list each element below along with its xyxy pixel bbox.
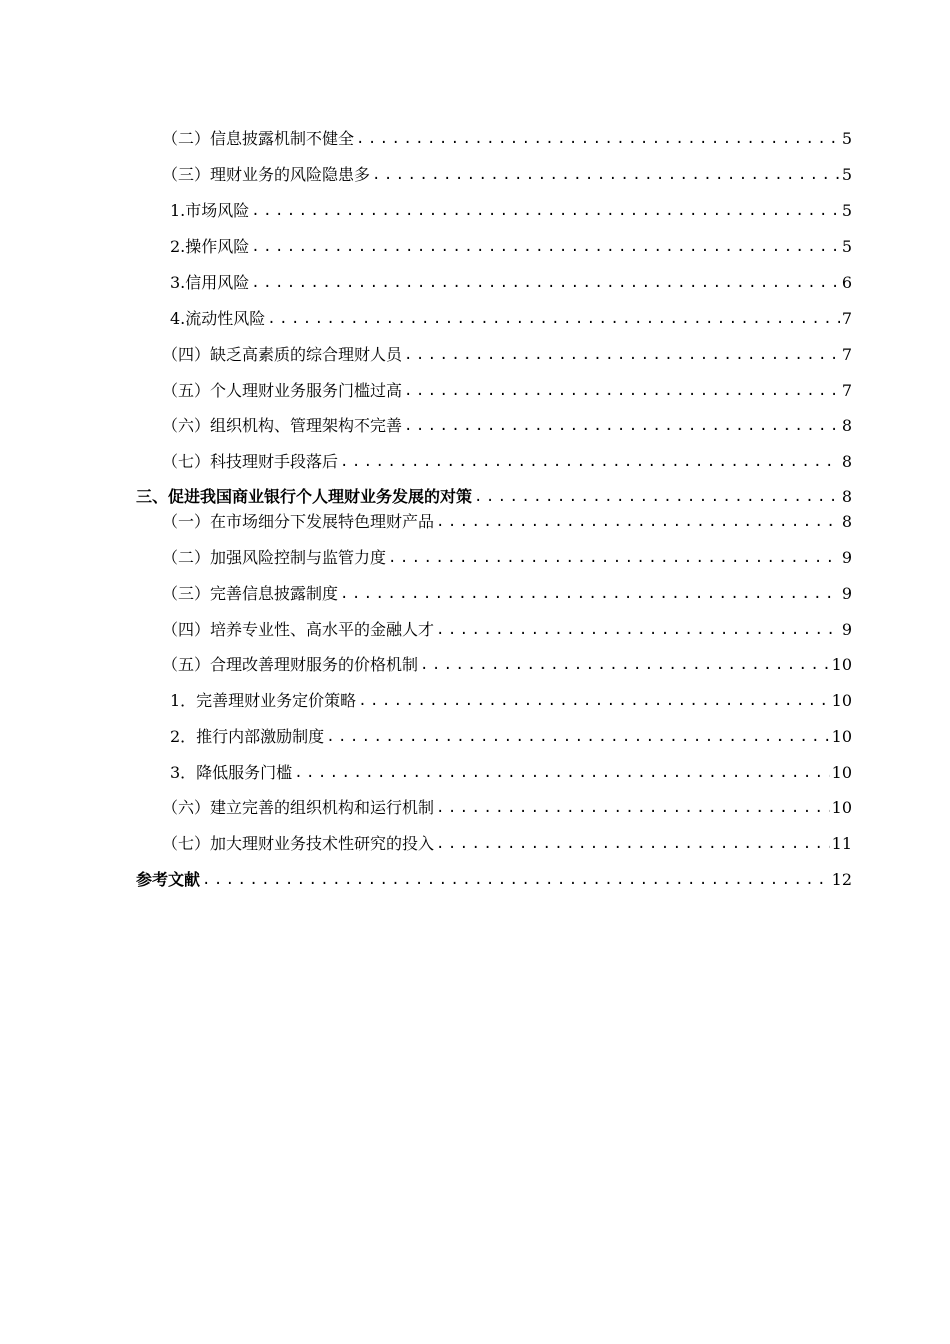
toc-entry[interactable] [162, 650, 852, 676]
dot-leader [251, 200, 840, 222]
toc-page-number: 9 [841, 584, 852, 603]
toc-page-number: 8 [841, 416, 852, 435]
toc-page-number: 7 [841, 345, 852, 364]
toc-entry[interactable] [170, 686, 852, 712]
toc-entry[interactable] [170, 196, 852, 222]
dot-leader [420, 654, 830, 676]
toc-entry[interactable] [170, 304, 852, 330]
toc-page-number: 7 [841, 381, 852, 400]
toc-entry-title: （三）完善信息披露制度 [162, 584, 339, 603]
toc-page-number: 9 [841, 548, 852, 567]
toc-page-number: 10 [831, 798, 852, 817]
dot-leader [326, 726, 829, 748]
dot-leader [436, 619, 840, 641]
toc-entry[interactable] [170, 722, 852, 748]
toc-page-number: 8 [841, 512, 852, 531]
toc-entry[interactable] [162, 340, 852, 366]
dot-leader [251, 236, 840, 258]
toc-entry[interactable] [162, 447, 852, 473]
toc-entry[interactable] [162, 124, 852, 150]
toc-entry[interactable] [162, 615, 852, 641]
toc-entry-title: （二）信息披露机制不健全 [162, 129, 355, 148]
toc-entry-title: （七）科技理财手段落后 [162, 452, 339, 471]
toc-entry-title: （一）在市场细分下发展特色理财产品 [162, 512, 435, 531]
dot-leader [436, 511, 840, 533]
dot-leader [388, 547, 840, 569]
dot-leader [436, 833, 830, 855]
toc-entry-title: （五）个人理财业务服务门槛过高 [162, 381, 403, 400]
toc-page-number: 8 [841, 487, 852, 506]
dot-leader [267, 308, 840, 330]
dot-leader [340, 583, 840, 605]
toc-entry[interactable] [170, 758, 852, 784]
dot-leader [474, 486, 840, 508]
dot-leader [202, 869, 830, 891]
toc-entry-title: 三、促进我国商业银行个人理财业务发展的对策 [136, 487, 473, 506]
toc-page-number: 5 [841, 129, 852, 148]
dot-leader [358, 690, 829, 712]
toc-entry[interactable] [162, 507, 852, 533]
toc-entry-title: （五）合理改善理财服务的价格机制 [162, 655, 419, 674]
dot-leader [404, 380, 840, 402]
toc-page-number: 10 [831, 727, 852, 746]
toc-entry-title: （四）缺乏高素质的综合理财人员 [162, 345, 403, 364]
toc-page-number: 10 [831, 691, 852, 710]
toc-entry-chapter[interactable] [136, 865, 852, 891]
dot-leader [251, 272, 840, 294]
toc-entry-title: （四）培养专业性、高水平的金融人才 [162, 620, 435, 639]
toc-entry-title: 4.流动性风险 [170, 309, 266, 328]
toc-entry-title: （三）理财业务的风险隐患多 [162, 165, 371, 184]
toc-page-number: 6 [841, 273, 852, 292]
toc-entry[interactable] [162, 829, 852, 855]
toc-entry-title: （七）加大理财业务技术性研究的投入 [162, 834, 435, 853]
toc-entry-title: （六）组织机构、管理架构不完善 [162, 416, 403, 435]
toc-page-number: 5 [841, 237, 852, 256]
toc-entry-title: 3．降低服务门槛 [170, 763, 293, 782]
toc-page-number: 5 [841, 201, 852, 220]
toc-page-number: 9 [841, 620, 852, 639]
toc-page-number: 7 [841, 309, 852, 328]
toc-entry-title: 2．推行内部激励制度 [170, 727, 325, 746]
toc-entry[interactable] [170, 232, 852, 258]
toc-entry[interactable] [162, 579, 852, 605]
toc-entry[interactable] [162, 160, 852, 186]
dot-leader [372, 164, 840, 186]
toc-entry-title: （六）建立完善的组织机构和运行机制 [162, 798, 435, 817]
dot-leader [404, 415, 840, 437]
toc-entry-title: 2.操作风险 [170, 237, 250, 256]
toc-entry[interactable] [162, 543, 852, 569]
toc-entry-title: 1．完善理财业务定价策略 [170, 691, 357, 710]
dot-leader [340, 451, 840, 473]
dot-leader [294, 762, 829, 784]
toc-page-number: 12 [831, 870, 852, 889]
toc-page-number: 10 [831, 655, 852, 674]
toc-entry[interactable] [170, 268, 852, 294]
toc-entry-title: （二）加强风险控制与监管力度 [162, 548, 387, 567]
toc-page-number: 8 [841, 452, 852, 471]
toc-entry[interactable] [162, 376, 852, 402]
dot-leader [404, 344, 840, 366]
toc-page-number: 11 [831, 834, 852, 853]
toc-entry[interactable] [162, 793, 852, 819]
toc-page-number: 10 [831, 763, 852, 782]
toc-entry-title: 3.信用风险 [170, 273, 250, 292]
dot-leader [356, 128, 840, 150]
toc-entry-title: 参考文献 [136, 870, 201, 889]
toc-page-number: 5 [841, 165, 852, 184]
dot-leader [436, 797, 830, 819]
toc-entry-chapter[interactable] [136, 482, 852, 508]
toc-entry-title: 1.市场风险 [170, 201, 250, 220]
toc-entry[interactable] [162, 411, 852, 437]
